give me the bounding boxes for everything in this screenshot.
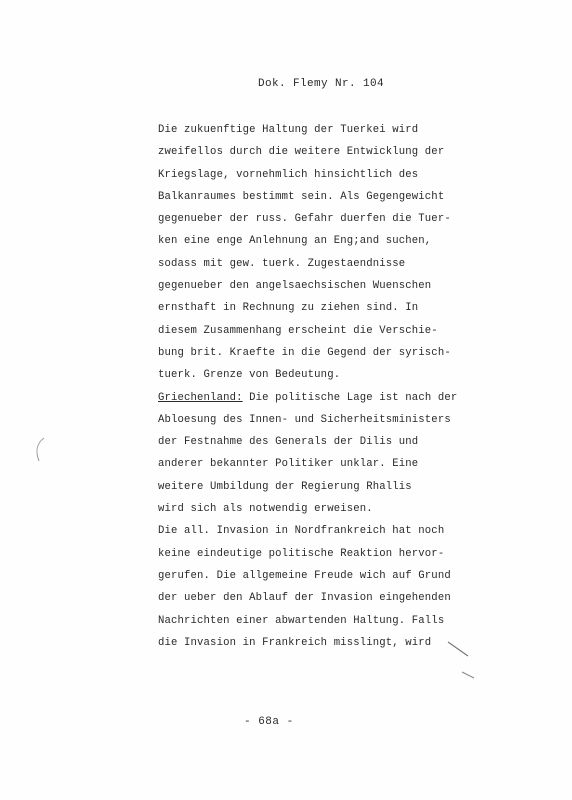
text-line: Die politische Lage ist nach der xyxy=(249,391,458,404)
text-line: gerufen. Die allgemeine Freude wich auf Grund xyxy=(158,569,451,582)
document-body xyxy=(158,119,488,654)
text-line: tuerk. Grenze von Bedeutung. xyxy=(158,369,341,382)
page-number: - 68a - xyxy=(244,716,294,728)
text-line: bung brit. Kraefte in die Gegend der syrisch- xyxy=(158,346,451,359)
text-line: zweifellos durch die weitere Entwicklung der xyxy=(158,146,445,159)
document-reference: Dok. Flemy Nr. 104 xyxy=(258,78,385,90)
text-line-with-heading xyxy=(158,387,488,409)
text-line: keine eindeutige politische Reaktion hervor- xyxy=(158,547,445,560)
text-line: Abloesung des Innen- und Sicherheitsministers xyxy=(158,413,451,426)
text-line: Die zukuenftige Haltung der Tuerkei wird xyxy=(158,124,419,136)
text-line: der ueber den Ablauf der Invasion eingehenden xyxy=(158,592,451,605)
text-line: sodass mit gew. tuerk. Zugestaendnisse xyxy=(158,257,406,270)
text-line: gegenueber der russ. Gefahr duerfen die Tuer- xyxy=(158,213,451,226)
text-line: ernsthaft in Rechnung zu ziehen sind. In xyxy=(158,302,419,315)
scan-artifact-left xyxy=(30,435,50,465)
text-line: Nachrichten einer abwartenden Haltung. Falls xyxy=(158,614,445,627)
text-line: die Invasion in Frankreich misslingt, wird xyxy=(158,636,432,649)
text-line: der Festnahme des Generals der Dilis und xyxy=(158,436,419,449)
text-line: anderer bekannter Politiker unklar. Eine xyxy=(158,458,419,471)
text-line: Kriegslage, vornehmlich hinsichtlich des xyxy=(158,168,419,181)
text-line: ken eine enge Anlehnung an Eng;and suchen, xyxy=(158,235,432,248)
text-line: Die all. Invasion in Nordfrankreich hat noch xyxy=(158,525,445,538)
text-line: gegenueber den angelsaechsischen Wuenschen xyxy=(158,280,432,293)
text-line: weitere Umbildung der Regierung Rhallis xyxy=(158,480,412,493)
text-line: wird sich als notwendig erweisen. xyxy=(158,503,373,516)
text-line: diesem Zusammenhang erscheint die Verschie- xyxy=(158,324,438,337)
text-line: Balkanraumes bestimmt sein. Als Gegengewicht xyxy=(158,190,445,203)
section-heading-griechenland: Griechenland: xyxy=(158,391,243,404)
